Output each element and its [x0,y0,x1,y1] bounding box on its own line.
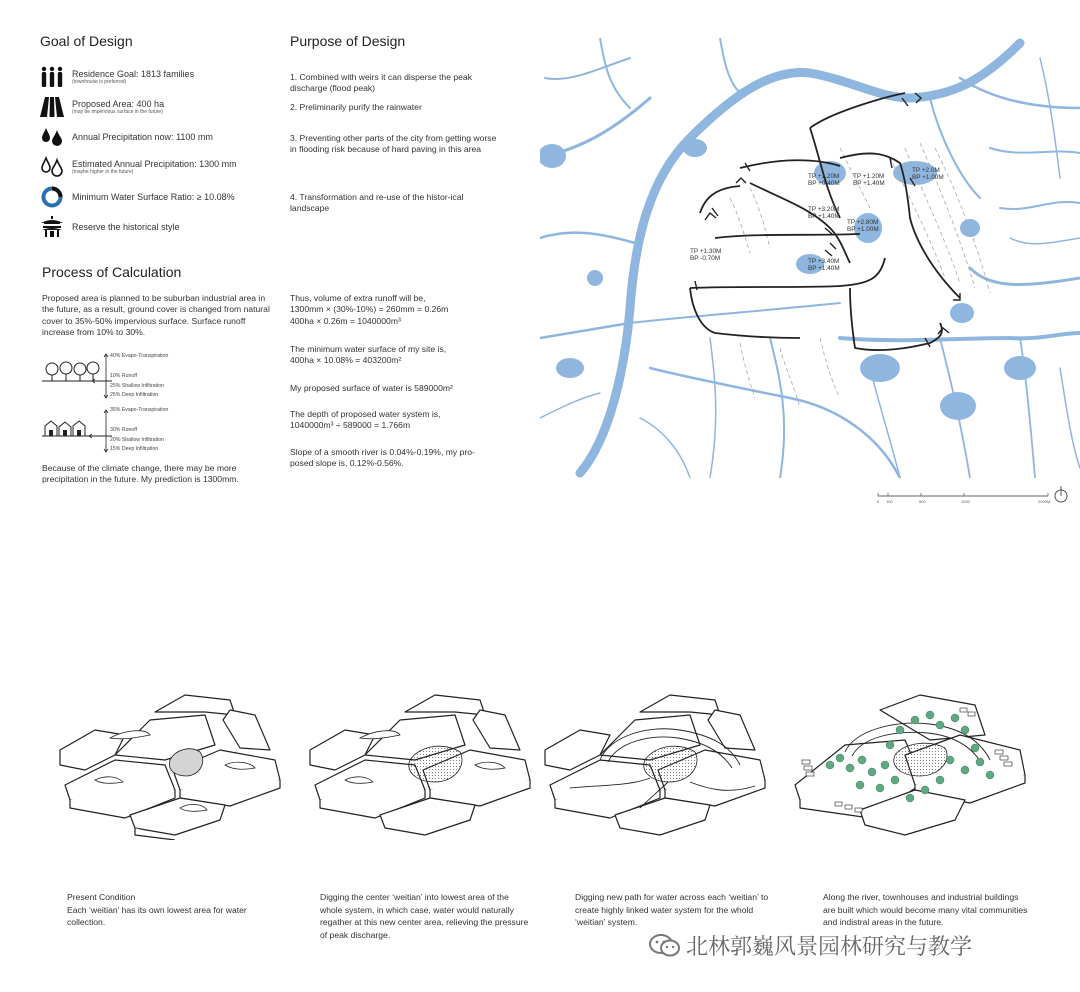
goal-item-area [40,96,164,118]
raindrops-icon [40,126,64,148]
goal-note: (may be impervious surface in the future) [72,109,163,115]
map-label-bp: BP +1.00M [847,226,879,233]
purpose-item-2: 2. Preliminarily purify the rainwater [290,102,422,112]
scale-tick: 500 [919,499,926,504]
calc-line: posed slope is, 0.12%-0.56%. [290,458,404,469]
map-label-tp: TP +2.0M [912,167,940,174]
map-label-bp: BP -0.70M [690,255,721,262]
goal-note: (townhouse is preferred) [72,79,127,85]
calc-line: Slope of a smooth river is 0.04%-0.19%, my pro- [290,447,475,457]
map-label-tp: TP +2.80M [847,219,879,226]
map-label-bp: BP +0.40M [808,180,840,187]
goal-text: Minimum Water Surface Ratio: ≥ 10.08% [72,192,235,202]
water-system-map [540,38,1080,478]
map-label-tp: TP +3.20M [808,206,840,213]
goal-text: Residence Goal: 1813 families [72,69,195,79]
ring-icon [40,186,64,208]
diagram-label: 40% Evapo-Transpiration [110,353,169,359]
map-label-tp: TP +1.20M [808,173,840,180]
scale-tick: 2000M [1038,499,1051,504]
diagram-label: 25% Shallow Infiltration [110,383,164,389]
wechat-icon [648,933,682,959]
goal-item-precip-now [40,126,213,148]
calc-block-4 [290,409,440,432]
calc-block-5 [290,447,475,470]
scale-tick: 1000 [961,499,970,504]
axon-new-path [540,690,780,840]
purpose-title: Purpose of Design [290,33,406,49]
map-label-tp: TP +1.30M [690,248,722,255]
calc-line: 400ha × 10.08% = 403200m² [290,355,402,366]
map-label-bp: BP +1.40M [808,265,840,272]
watermark-text: 北林郭巍风景园林研究与教学 [686,935,973,960]
calc-block-3 [290,383,453,394]
diagram-label: 20% Shallow Infiltration [110,437,164,443]
goal-text: Reserve the historical style [72,222,180,232]
goal-text: Proposed Area: 400 ha [72,99,165,109]
process-intro: Proposed area is planned to be suburban industrial area in the future, as a result, ground cover is changed from natural cover to 35%-50% impervious surface. Surface runoff increase from 10% to 30%. [42,293,270,337]
axon-digging-center [305,690,545,840]
map-label-tp: TP +1.20M [853,173,885,180]
calc-line: The depth of proposed water system is, [290,409,441,419]
goal-text: Annual Precipitation now: 1100 mm [72,132,213,142]
north-arrow-icon [1053,484,1069,504]
scale-bar [876,486,1056,508]
purpose-item-4: 4. Transformation and re-use of the histor-ical landscape [290,192,464,214]
road-icon [40,96,64,118]
caption-new-path: Digging new path for water across each ‘weitian’ to create highly linked water system for the whold ‘weitian’ system. [575,892,769,927]
purpose-item-3: 3. Preventing other parts of the city from getting worse in flooding risk because of hard paving in this area [290,133,497,155]
purpose-item-1: 1. Combined with weirs it can disperse the peak discharge (flood peak) [290,72,472,94]
map-label-bp: BP +1.00M [912,174,944,181]
calc-line: The minimum water surface of my site is, [290,344,447,354]
scale-tick: 0 [877,499,880,504]
calc-block-2 [290,344,446,367]
goal-item-residence [40,66,194,88]
axon-development [790,690,1030,840]
diagram-label: 15% Deep Infiltration [110,446,159,452]
map-label-bp: BP +1.40M [808,213,840,220]
caption-present-condition: Present Condition Each ‘weitian’ has its own lowest area for water collection. [67,892,247,927]
water-balance-natural-diagram [42,352,112,402]
goal-title: Goal of Design [40,33,133,49]
goal-item-precip-est [40,156,237,178]
calc-block-1 [290,293,448,327]
map-label-bp: BP +1.40M [853,180,885,187]
process-title: Process of Calculation [42,264,182,280]
raindrops-outline-icon [40,156,64,178]
map-label-tp: TP +3.40M [808,258,840,265]
goal-note: (maybe higher in the future) [72,169,134,175]
diagram-label: 30% Runoff [110,427,138,433]
scale-tick: 100 [886,499,893,504]
calc-line: Thus, volume of extra runoff will be, [290,293,426,303]
goal-item-historical [40,216,180,238]
axon-present-condition [55,690,295,840]
goal-text: Estimated Annual Precipitation: 1300 mm [72,159,237,169]
people-icon [40,66,64,88]
diagram-label: 10% Runoff [110,373,138,379]
calc-line: 400ha × 0.26m = 1040000m³ [290,315,401,326]
process-outro: Because of the climate change, there may be more precipitation in the future. My prediction is 1300mm. [42,463,239,485]
caption-digging-center: Digging the center ‘weitian’ into lowest area of the whole system, in which case, water would naturally regather at this new center area, relieving the pressure of peak discharge. [320,892,529,940]
goal-item-water-ratio [40,186,235,208]
diagram-label: 25% Deep Infiltration [110,392,159,398]
calc-line: My proposed surface of water is 589000m² [290,383,453,393]
calc-line: 1300mm × (30%-10%) = 260mm = 0.26m [290,304,449,315]
caption-development: Along the river, townhouses and industrial buildings are built which would become many vital communities and indistral areas in the future. [823,892,1028,927]
watermark [648,930,972,961]
calc-line: 1040000m³ ÷ 589000 = 1.766m [290,420,411,431]
pavilion-icon [40,216,64,238]
diagram-label: 35% Evapo-Transpiration [110,407,169,413]
water-balance-urban-diagram [42,408,112,456]
